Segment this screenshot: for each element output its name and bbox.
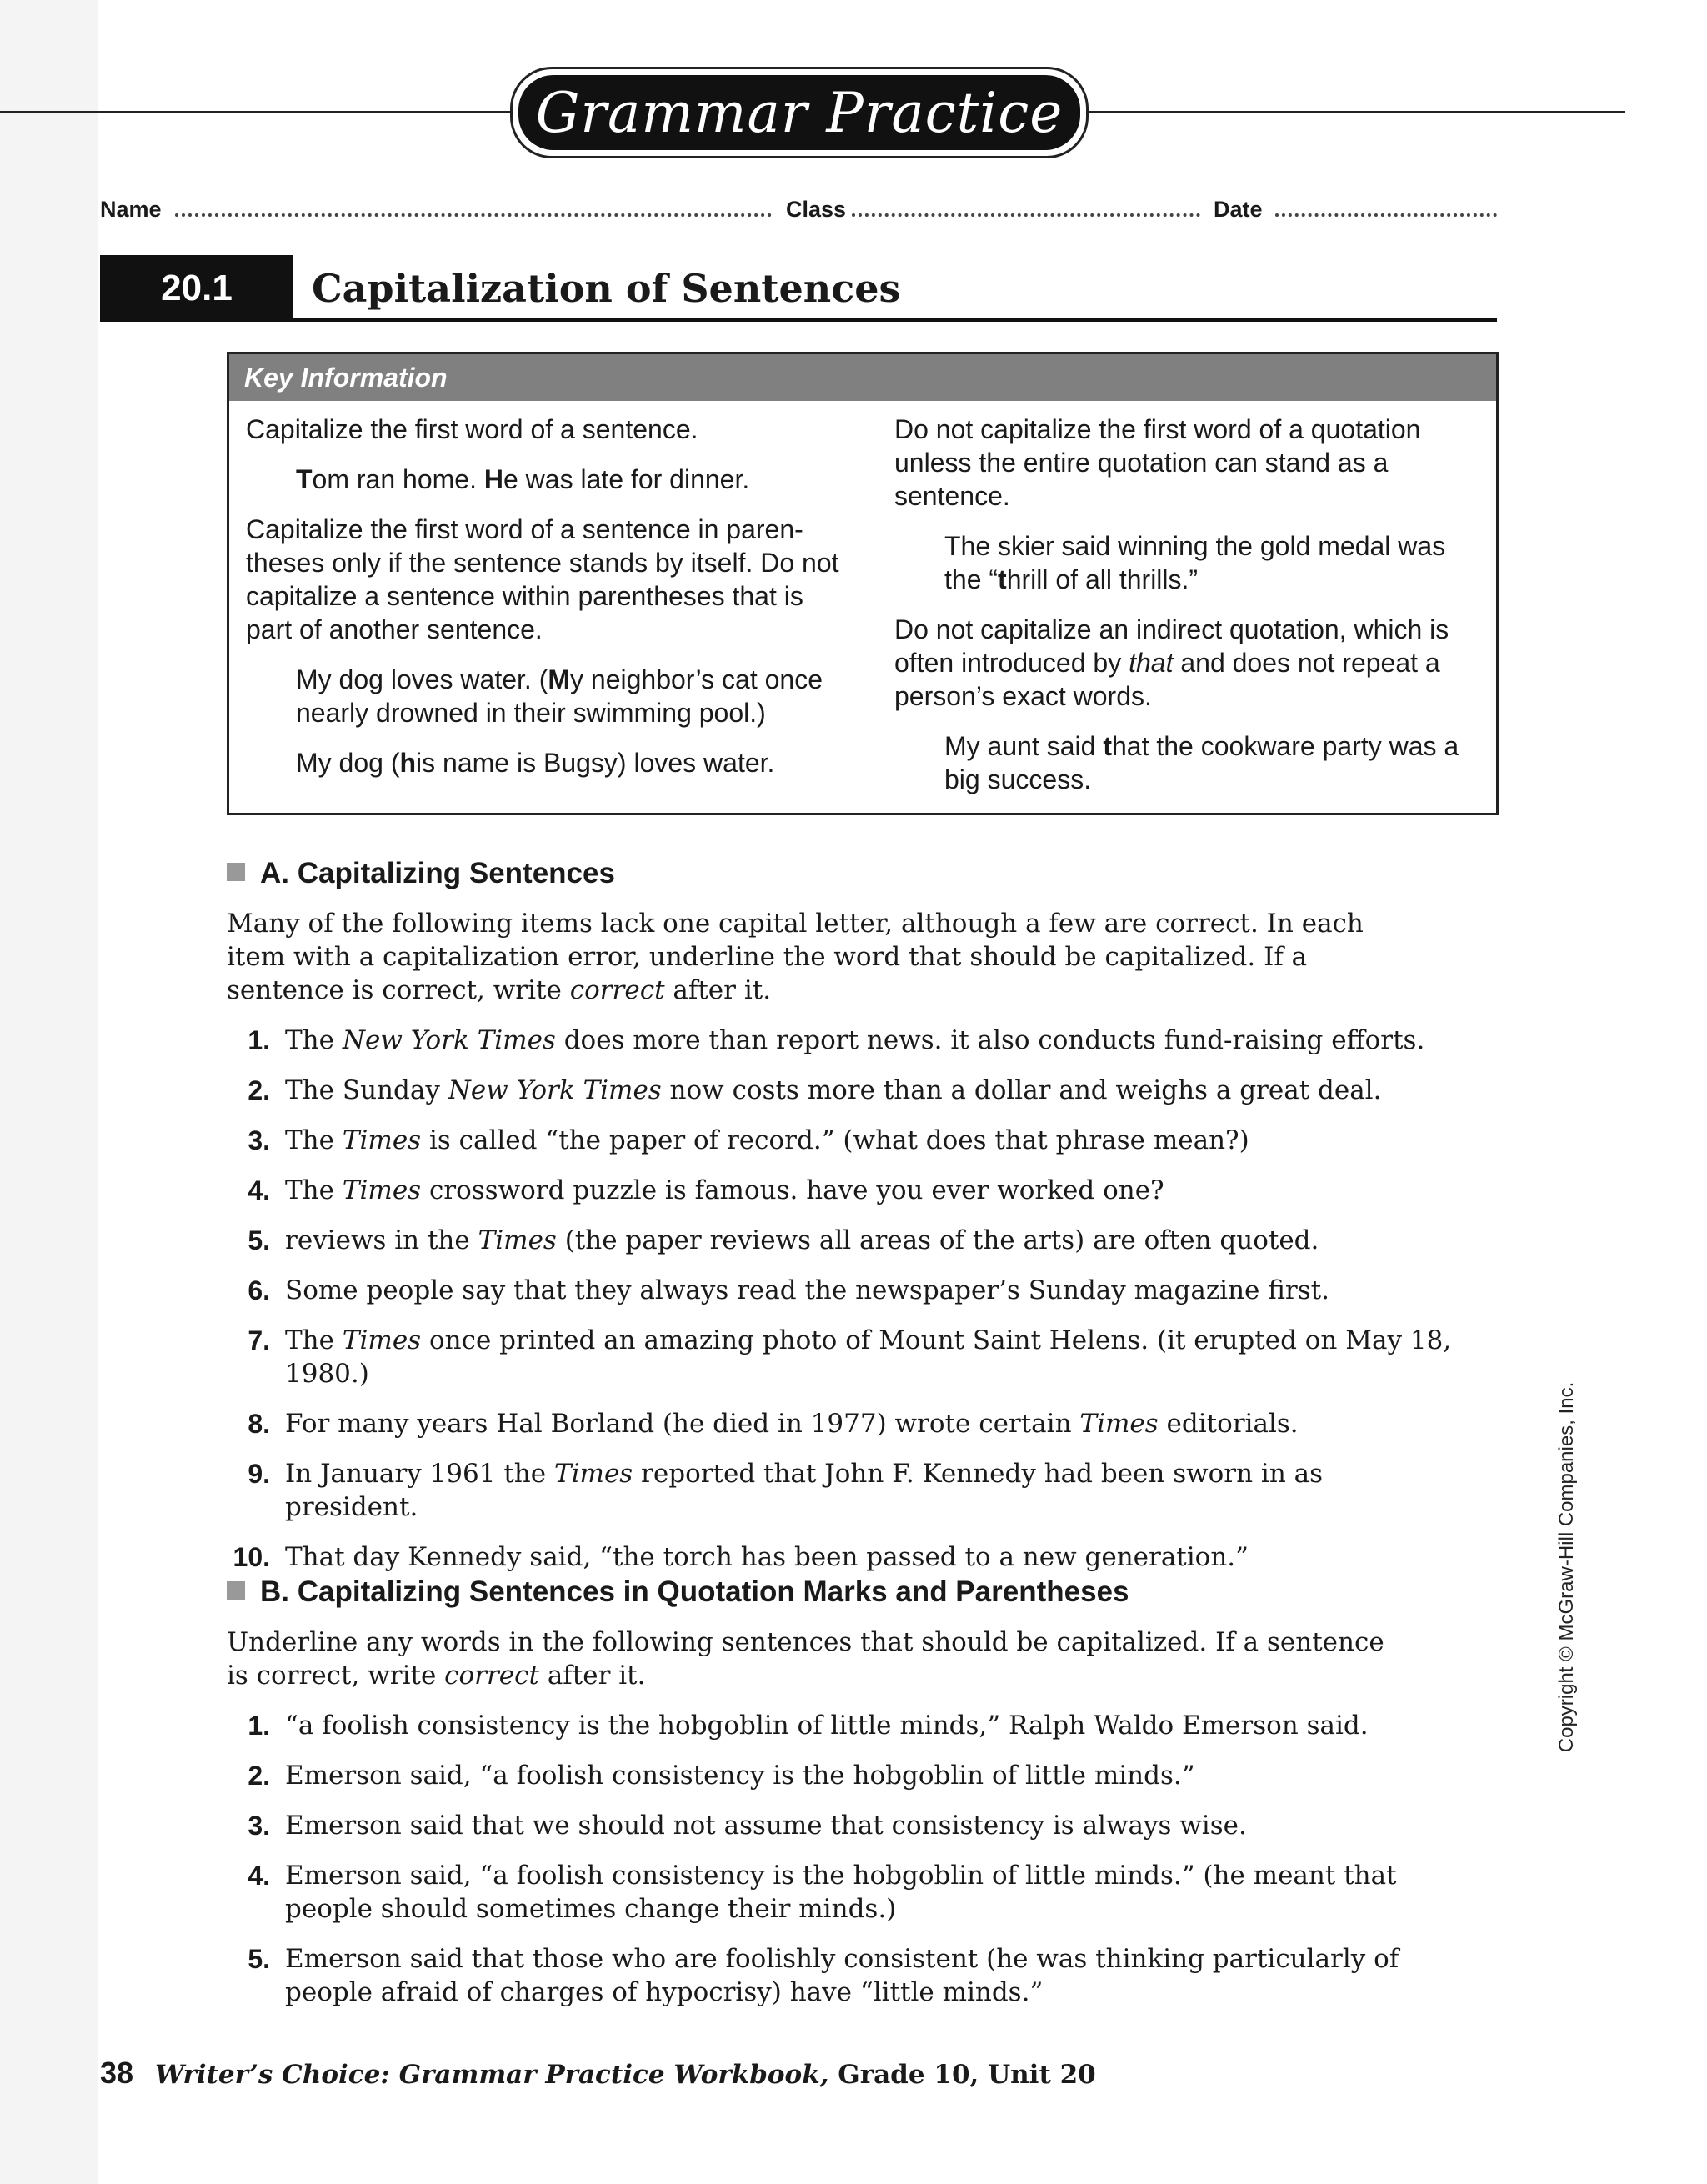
item-number: 4. bbox=[248, 1175, 270, 1205]
example-text: My dog (his name is Bugsy) loves water. bbox=[296, 748, 775, 778]
banner-title: Grammar Practice bbox=[518, 75, 1080, 150]
lesson-title: Capitalization of Sentences bbox=[312, 266, 901, 311]
exercise-item bbox=[227, 1457, 1460, 1524]
section-a-items bbox=[227, 1024, 1460, 1590]
key-info-right-column bbox=[894, 413, 1478, 813]
item-number: 8. bbox=[248, 1409, 270, 1439]
date-label: Date bbox=[1214, 197, 1263, 222]
item-text: That day Kennedy said, “the torch has been passed to a new generation.” bbox=[285, 1542, 1249, 1572]
rule-text: Capitalize the first word of a sentence in paren-theses only if the sentence stands by itself. Do not capitalize a sentence within parentheses that is part of another sentence. bbox=[246, 514, 839, 644]
item-text: For many years Hal Borland (he died in 1977) wrote certain bbox=[285, 1409, 1080, 1439]
exercise-item bbox=[227, 1709, 1460, 1742]
item-text: Emerson said that those who are foolishly consistent (he was thinking particularly of people afraid of charges of hypocrisy) have “little minds.” bbox=[285, 1944, 1399, 2007]
item-title-italic: Times bbox=[553, 1459, 633, 1489]
item-number: 4. bbox=[248, 1861, 270, 1891]
section-a-heading: A. Capitalizing Sentences bbox=[227, 855, 615, 892]
page-number: 38 bbox=[100, 2056, 134, 2090]
item-number: 3. bbox=[248, 1811, 270, 1841]
header-banner bbox=[510, 67, 1089, 158]
item-title-italic: Times bbox=[478, 1225, 557, 1255]
item-text: crossword puzzle is famous. have you ever worked one? bbox=[421, 1175, 1164, 1205]
item-text: (the paper reviews all areas of the arts) are often quoted. bbox=[556, 1225, 1319, 1255]
item-number: 1. bbox=[248, 1711, 270, 1741]
item-text: Emerson said, “a foolish consistency is the hobgoblin of little minds.” bbox=[285, 1761, 1195, 1791]
item-text: reported that John F. Kennedy had been sworn in as president. bbox=[285, 1459, 1324, 1522]
lesson-number: 20.1 bbox=[100, 255, 293, 322]
item-title-italic: New York Times bbox=[342, 1025, 556, 1055]
item-text: reviews in the bbox=[285, 1225, 478, 1255]
key-information-box bbox=[227, 352, 1499, 815]
item-number: 2. bbox=[248, 1761, 270, 1791]
item-text: The bbox=[285, 1125, 343, 1155]
exercise-item bbox=[227, 1274, 1460, 1307]
example-text: My aunt said that the cookware party was a big success. bbox=[944, 731, 1459, 794]
item-title-italic: Times bbox=[342, 1125, 422, 1155]
item-number: 2. bbox=[248, 1075, 270, 1105]
item-number: 5. bbox=[248, 1225, 270, 1255]
section-b-instructions: Underline any words in the following sentences that should be capitalized. If a sentence is correct, write correct after it. bbox=[227, 1627, 1384, 1691]
page-edge-strip bbox=[0, 0, 98, 2184]
item-title-italic: Times bbox=[342, 1325, 422, 1355]
example-text: My dog loves water. (My neighbor’s cat once nearly drowned in their swimming pool.) bbox=[296, 664, 823, 728]
item-number: 10. bbox=[233, 1542, 270, 1572]
item-text: The bbox=[285, 1175, 343, 1205]
exercise-item bbox=[227, 1324, 1460, 1390]
page-footer bbox=[100, 2056, 1096, 2091]
date-field[interactable] bbox=[1275, 213, 1497, 217]
item-text: Some people say that they always read the newspaper’s Sunday magazine first. bbox=[285, 1275, 1329, 1305]
grade-unit: Grade 10, Unit 20 bbox=[828, 2060, 1096, 2090]
book-title: Writer’s Choice: Grammar Practice Workbook, bbox=[155, 2060, 829, 2090]
exercise-item bbox=[227, 1942, 1460, 2009]
square-bullet-icon bbox=[227, 863, 245, 881]
exercise-item bbox=[227, 1174, 1460, 1207]
example-text: Tom ran home. He was late for dinner. bbox=[296, 464, 750, 494]
item-title-italic: Times bbox=[1079, 1409, 1159, 1439]
section-a-instructions: Many of the following items lack one capital letter, although a few are correct. In each item with a capitalization error, underline the word that should be capitalized. If a sentence is correct, write correct after it. bbox=[227, 909, 1364, 1005]
copyright-notice: Copyright © McGraw-Hill Companies, Inc. bbox=[1555, 1381, 1578, 1753]
section-b-items bbox=[227, 1709, 1460, 2026]
item-text: The bbox=[285, 1325, 343, 1355]
class-label: Class bbox=[786, 197, 847, 222]
name-label: Name bbox=[100, 197, 162, 222]
exercise-item bbox=[227, 1759, 1460, 1792]
class-field[interactable] bbox=[852, 213, 1200, 217]
rule-text: Do not capitalize the first word of a quotation unless the entire quotation can stand as a sentence. bbox=[894, 414, 1421, 511]
item-text: is called “the paper of record.” (what does that phrase mean?) bbox=[421, 1125, 1249, 1155]
square-bullet-icon bbox=[227, 1581, 245, 1600]
item-text: The bbox=[285, 1025, 343, 1055]
key-information-heading: Key Information bbox=[229, 354, 1496, 401]
item-number: 7. bbox=[248, 1325, 270, 1355]
section-b-heading: B. Capitalizing Sentences in Quotation Marks and Parentheses bbox=[227, 1574, 1129, 1610]
item-text: The Sunday bbox=[285, 1075, 448, 1105]
item-text: once printed an amazing photo of Mount Saint Helens. (it erupted on May 18, 1980.) bbox=[285, 1325, 1452, 1389]
exercise-item bbox=[227, 1124, 1460, 1157]
exercise-item bbox=[227, 1024, 1460, 1057]
exercise-item bbox=[227, 1407, 1460, 1440]
item-text: now costs more than a dollar and weighs a great deal. bbox=[661, 1075, 1382, 1105]
item-title-italic: Times bbox=[342, 1175, 422, 1205]
rule-text: Do not capitalize an indirect quotation, which is often introduced by that and does not repeat a person’s exact words. bbox=[894, 614, 1449, 711]
item-number: 9. bbox=[248, 1459, 270, 1489]
item-text: Emerson said that we should not assume that consistency is always wise. bbox=[285, 1811, 1247, 1841]
example-text: The skier said winning the gold medal was the “thrill of all thrills.” bbox=[944, 531, 1446, 594]
item-text: In January 1961 the bbox=[285, 1459, 554, 1489]
item-text: editorials. bbox=[1158, 1409, 1299, 1439]
exercise-item bbox=[227, 1074, 1460, 1107]
name-field[interactable] bbox=[175, 213, 772, 217]
item-text: Emerson said, “a foolish consistency is the hobgoblin of little minds.” (he meant that people should sometimes change their minds.) bbox=[285, 1861, 1397, 1924]
item-number: 3. bbox=[248, 1125, 270, 1155]
key-info-left-column bbox=[246, 413, 854, 796]
exercise-item bbox=[227, 1540, 1460, 1574]
item-number: 1. bbox=[248, 1025, 270, 1055]
rule-text: Capitalize the first word of a sentence. bbox=[246, 414, 698, 444]
exercise-item bbox=[227, 1809, 1460, 1842]
exercise-item bbox=[227, 1224, 1460, 1257]
lesson-rule bbox=[100, 318, 1497, 322]
exercise-item bbox=[227, 1859, 1460, 1926]
item-text: “a foolish consistency is the hobgoblin of little minds,” Ralph Waldo Emerson said. bbox=[285, 1711, 1369, 1741]
item-title-italic: New York Times bbox=[448, 1075, 662, 1105]
item-number: 5. bbox=[248, 1944, 270, 1974]
item-number: 6. bbox=[248, 1275, 270, 1305]
item-text: does more than report news. it also conducts fund-raising efforts. bbox=[555, 1025, 1425, 1055]
